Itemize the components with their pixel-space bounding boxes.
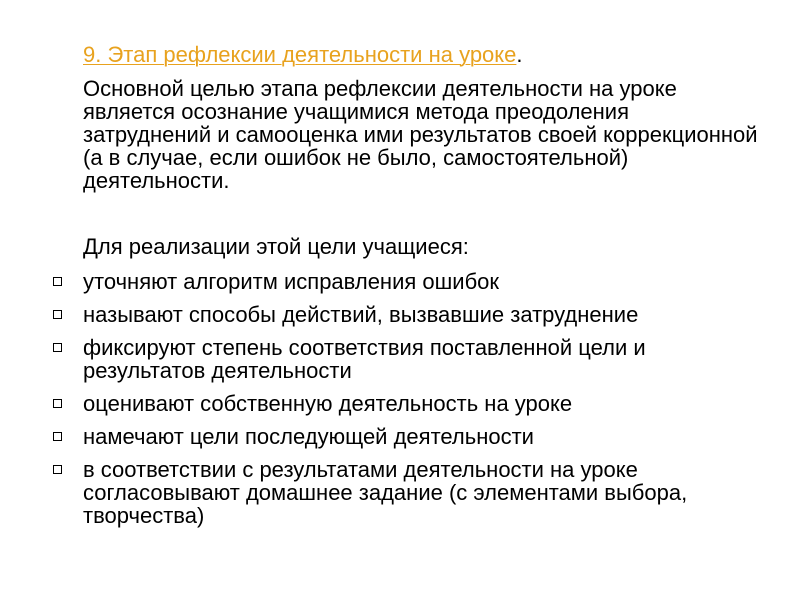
list-item [0,425,763,448]
slide-title [83,43,763,66]
hollow-square-icon [53,277,62,286]
list-item [0,336,763,382]
list-item-text: фиксируют степень соответствия поставленной цели и результатов деятельности [83,335,646,383]
paragraph-intro: Для реализации этой цели учащиеся: [83,234,469,259]
list-item-text: намечают цели последующей деятельности [83,424,534,449]
list-item-text: в соответствии с результатами деятельности на уроке согласовывают домашнее задание (с элементами выбора, творчества) [83,457,688,528]
list-item-text: уточняют алгоритм исправления ошибок [83,269,500,294]
hollow-square-icon [53,343,62,352]
list-item-text: оценивают собственную деятельность на уроке [83,391,573,416]
hollow-square-icon [53,432,62,441]
list-item-text: называют способы действий, вызвавшие затруднение [83,302,639,327]
list-item [0,458,763,527]
list-item [0,270,763,293]
paragraph-goal: Основной целью этапа рефлексии деятельности на уроке является осознание учащимися метода преодоления затруднений и самооценка ими результатов своей коррекционной (а в случае, если ошибок не было, самостоятельной) деятельности. [83,76,758,193]
hollow-square-icon [53,310,62,319]
hollow-square-icon [53,399,62,408]
list-item [0,392,763,415]
list-item [0,303,763,326]
hollow-square-icon [53,465,62,474]
title-suffix: . [516,42,523,67]
bullet-list [0,270,800,537]
title-link[interactable]: 9. Этап рефлексии деятельности на уроке [83,42,517,67]
